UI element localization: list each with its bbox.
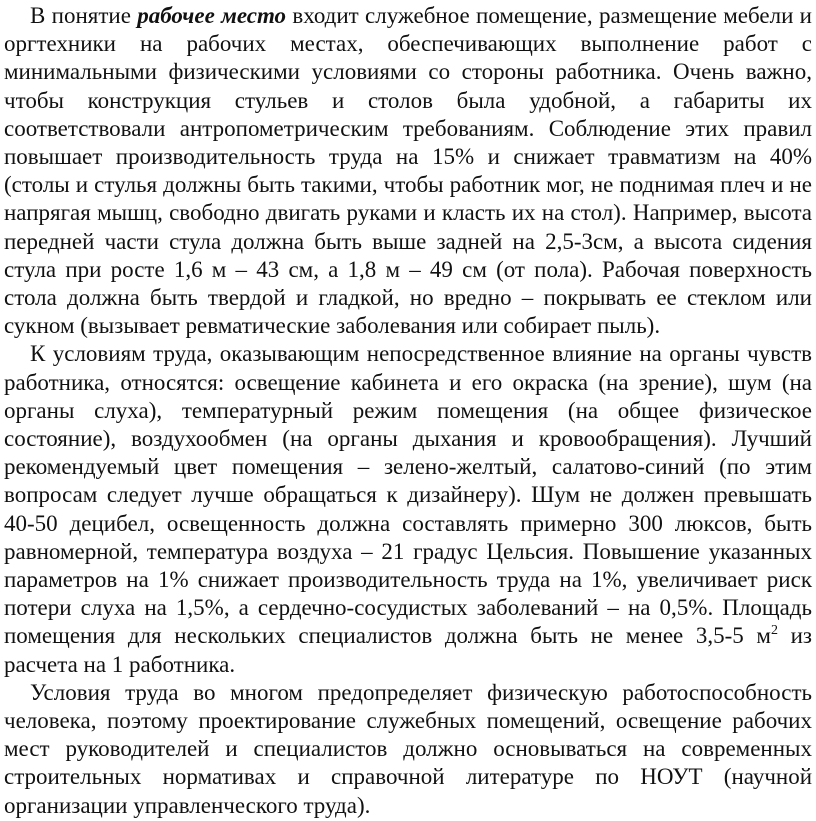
paragraph-2-body: К условиям труда, оказывающим непосредственное влияние на органы чувств работника, относятся: освещение кабинета и его окраска (на зрение), шум (на органы слуха), температурный режим помещения (на общее физическое состояние), воздухообмен (на органы дыхания и кровообращения). Лучший рекомендуемый цвет помещения – зелено-желтый, салатово-синий (по этим вопросам следует лучше обращаться к дизайнеру). Шум не должен превышать 40-50 децибел, освещенность должна составлять примерно 300 люксов, быть равномерной, температура воздуха – 21 градус Цельсия. Повышение указанных параметров на 1% снижает производительность труда на 1%, увеличивает риск потери слуха на 1,5%, а сердечно-сосудистых заболеваний – на 0,5%. Площадь помещения для нескольких специалистов должна быть не менее 3,5-5 м — [4, 341, 812, 649]
paragraph-3-body: Условия труда во многом предопределяет физическую работоспособность человека, поэтому проектирование служебных помещений, освещение рабочих мест руководителей и специалистов должно основываться на современных строительных нормативах и справочной литературе по НОУТ (научной организации управленческого труда). — [4, 679, 812, 818]
paragraph-1-intro: В понятие — [30, 3, 138, 28]
paragraph-1-body: входит служебное помещение, размещение мебели и оргтехники на рабочих местах, обеспечивающих выполнение работ с минимальными физическими условиями со стороны работника. Очень важно, чтобы конструкция стульев и столов была удобной, а габариты их соответствовали антропометрическим требованиям. Соблюдение этих правил повышает производительность труда на 15% и снижает травматизм на 40% (столы и стулья должны быть такими, чтобы работник мог, не поднимая плеч и не напрягая мышц, свободно двигать руками и класть их на стол). Например, высота передней части стула должна быть выше задней на 2,5-3см, а высота сидения стула при росте 1,6 м – 43 см, а 1,8 м – 49 см (от пола). Рабочая поверхность стола должна быть твердой и гладкой, но вредно – покрывать ее стеклом или сукном (вызывает ревматические заболевания или собирает пыль). — [4, 3, 812, 339]
term-workplace: рабочее место — [137, 3, 287, 28]
paragraph-workplace — [4, 2, 812, 340]
square-meter-superscript: 2 — [770, 623, 778, 639]
paragraph-design-norms — [4, 679, 812, 820]
paragraph-working-conditions — [4, 340, 812, 678]
paragraph-2-tail: из расчета на 1 работника. — [4, 623, 812, 677]
